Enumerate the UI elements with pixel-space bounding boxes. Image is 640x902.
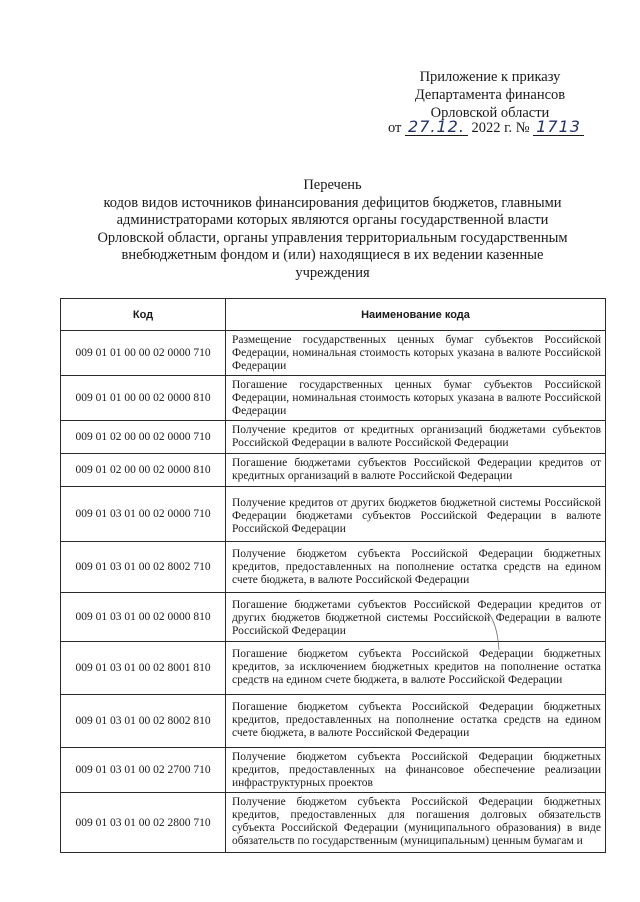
row-code: 009 01 03 01 00 02 0000 810 [61, 593, 226, 642]
table-row [61, 454, 606, 487]
pencil-tick-mark [487, 612, 501, 652]
row-code: 009 01 03 01 00 02 8001 810 [61, 642, 226, 695]
row-code: 009 01 03 01 00 02 2800 710 [61, 793, 226, 853]
table-header-row [61, 299, 606, 331]
appendix-line-1: Приложение к приказу [419, 69, 561, 85]
title-line-2: кодов видов источников финансирования дефицитов бюджетов, главными [103, 194, 562, 211]
table-row [61, 593, 606, 642]
appendix-line-3: Орловской области [430, 105, 550, 121]
date-prefix: от [388, 120, 402, 136]
title-line-4: Орловской области, органы управления территориальным государственным [97, 229, 568, 246]
table-row [61, 542, 606, 593]
row-code: 009 01 03 01 00 02 0000 710 [61, 487, 226, 542]
row-name: Погашение государственных ценных бумаг субъектов Российской Федерации, номинальная стоимость которых указана в валюте Российской Федерации [226, 376, 606, 421]
row-name: Получение бюджетом субъекта Российской Федерации бюджетных кредитов, предоставленных на пополнение остатка средств на едином счете бюджета, в валюте Российской Федерации [226, 542, 606, 593]
title-line-6: учреждения [295, 264, 370, 281]
row-name: Погашение бюджетами субъектов Российской Федерации кредитов от других бюджетов бюджетной системы Российской Федерации в валюте Российской Федерации [226, 593, 606, 642]
row-code: 009 01 03 01 00 02 8002 810 [61, 695, 226, 748]
title-line-3: администраторами которых являются органы государственной власти [116, 212, 549, 228]
row-name: Погашение бюджетом субъекта Российской Федерации бюджетных кредитов, предоставленных на пополнение остатка средств на едином счете бюджета, в валюте Российской Федерации [226, 695, 606, 748]
codes-table [60, 298, 606, 853]
table-row [61, 421, 606, 454]
date-year: 2022 г. [471, 120, 513, 136]
row-name: Погашение бюджетами субъектов Российской Федерации кредитов от кредитных организаций в валюте Российской Федерации [226, 454, 606, 487]
table-row [61, 487, 606, 542]
row-name: Получение кредитов от других бюджетов бюджетной системы Российской Федерации бюджетами субъектов Российской Федерации в валюте Российской Федерации [226, 487, 606, 542]
document-title [70, 177, 595, 282]
row-name: Получение бюджетом субъекта Российской Федерации бюджетных кредитов, предоставленных для погашения долговых обязательств субъекта Российской Федерации (муниципального образования) в виде обязательств по государственным (муниципальным) ценным бумагам и [226, 793, 606, 853]
title-line-5: внебюджетным фондом и (или) находящиеся в их ведении казенные [121, 247, 544, 263]
row-code: 009 01 03 01 00 02 8002 710 [61, 542, 226, 593]
table-row [61, 376, 606, 421]
row-name: Получение кредитов от кредитных организаций бюджетами субъектов Российской Федерации в валюте Российской Федерации [226, 421, 606, 454]
table-row [61, 331, 606, 376]
table-row [61, 748, 606, 793]
table-row [61, 793, 606, 853]
header-code: Код [61, 299, 226, 331]
row-name: Получение бюджетом субъекта Российской Федерации бюджетных кредитов, предоставленных на финансовое обеспечение реализации инфраструктурных проектов [226, 748, 606, 793]
appendix-line-2: Департамента финансов [414, 87, 566, 103]
handwritten-order-number: 1713 [533, 119, 584, 136]
handwritten-date: 27.12. [405, 119, 468, 136]
row-code: 009 01 01 00 00 02 0000 810 [61, 376, 226, 421]
row-code: 009 01 02 00 00 02 0000 710 [61, 421, 226, 454]
table-row [61, 695, 606, 748]
header-name: Наименование кода [226, 299, 606, 331]
row-code: 009 01 02 00 00 02 0000 810 [61, 454, 226, 487]
number-sign: № [515, 120, 530, 136]
row-code: 009 01 03 01 00 02 2700 710 [61, 748, 226, 793]
row-code: 009 01 01 00 00 02 0000 710 [61, 331, 226, 376]
row-name: Размещение государственных ценных бумаг субъектов Российской Федерации, номинальная стоимость которых указана в валюте Российской Федерации [226, 331, 606, 376]
appendix-header [380, 68, 600, 122]
title-line-1: Перечень [303, 177, 362, 193]
order-date-number [388, 118, 628, 138]
table-row [61, 642, 606, 695]
row-name: Погашение бюджетом субъекта Российской Федерации бюджетных кредитов, за исключением бюджетных кредитов на пополнение остатка средств на едином счете бюджета, в валюте Российской Федерации [226, 642, 606, 695]
